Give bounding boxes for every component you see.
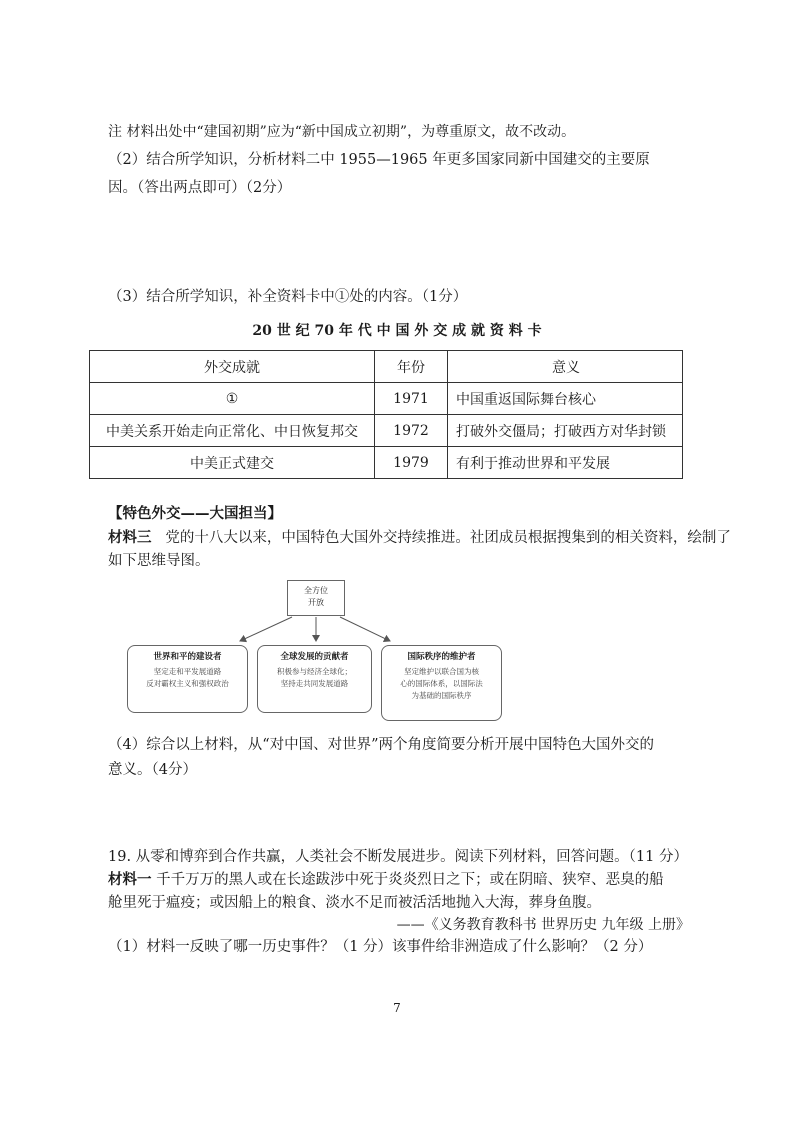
table-cell: 打破外交僵局；打破西方对华封锁 — [448, 415, 683, 447]
mindmap-node-desc: 坚定维护以联合国为核 — [404, 667, 479, 676]
table-header-cell: 年份 — [375, 351, 448, 383]
table-header-row — [90, 351, 683, 383]
material-1-line2: 舱里死于瘟疫；或因船上的粮食、淡水不足而被活活地抛入大海，葬身鱼腹。 — [108, 895, 601, 911]
mindmap-node-desc: 坚定走和平发展道路 — [153, 667, 222, 676]
material-3-line1 — [108, 527, 731, 549]
mindmap-root-line: 开放 — [308, 598, 324, 607]
table-row — [90, 383, 683, 415]
mindmap-node-peace — [127, 645, 248, 713]
table-row — [90, 447, 683, 479]
material-3-label: 材料三 — [108, 529, 152, 546]
material-1-label: 材料一 — [108, 871, 152, 888]
mindmap-node-desc: 为基础的国际秩序 — [411, 691, 472, 700]
mindmap-node-title: 全球发展的贡献者 — [280, 652, 349, 662]
material-1-line1 — [108, 869, 664, 891]
achievement-card-table — [89, 350, 683, 479]
mindmap-root — [287, 580, 345, 616]
mindmap-node-title: 国际秩序的维护者 — [407, 652, 476, 662]
table-cell: 中国重返国际舞台核心 — [448, 383, 683, 415]
table-cell: 有利于推动世界和平发展 — [448, 447, 683, 479]
question-2-line2: 因。（答出两点即可）（2分） — [108, 180, 292, 196]
table-cell: 1979 — [375, 447, 448, 479]
material-1-source: ——《义务教育教科书 世界历史 九年级 上册》 — [396, 917, 690, 933]
mindmap-node-order — [381, 645, 502, 721]
table-cell: ① — [90, 383, 375, 415]
question-19-intro: 19. 从零和博弈到合作共赢，人类社会不断发展进步。阅读下列材料，回答问题。（11 分） — [108, 849, 688, 865]
question-2-line1: （2）结合所学知识，分析材料二中 1955—1965 年更多国家同新中国建交的主要原 — [108, 152, 650, 168]
table-row — [90, 415, 683, 447]
material-1-text: 千千万万的黑人或在长途跋涉中死于炎炎烈日之下；或在阴暗、狭窄、恶臭的船 — [156, 872, 664, 888]
mindmap-node-desc: 坚持走共同发展道路 — [280, 679, 349, 688]
question-4-line1: （4）综合以上材料，从“对中国、对世界”两个角度简要分析开展中国特色大国外交的 — [108, 737, 655, 753]
mindmap-root-line: 全方位 — [304, 586, 328, 595]
question-4-line2: 意义。（4分） — [108, 762, 197, 778]
table-cell: 1972 — [375, 415, 448, 447]
mindmap-node-development — [257, 645, 372, 713]
table-cell: 中美正式建交 — [90, 447, 375, 479]
question-19-sub1: （1）材料一反映了哪一历史事件？（1 分）该事件给非洲造成了什么影响？（2 分） — [108, 939, 653, 955]
mindmap-node-desc: 心的国际体系，以国际法 — [400, 679, 483, 688]
table-header-cell: 外交成就 — [90, 351, 375, 383]
section-heading: 【特色外交——大国担当】 — [108, 506, 282, 522]
table-cell: 中美关系开始走向正常化、中日恢复邦交 — [90, 415, 375, 447]
table-header-cell: 意义 — [448, 351, 683, 383]
mindmap-node-title: 世界和平的建设者 — [153, 652, 222, 662]
mindmap-node-desc: 反对霸权主义和强权政治 — [146, 679, 229, 688]
question-3: （3）结合所学知识，补全资料卡中①处的内容。（1分） — [108, 289, 468, 305]
card-title: 20 世 纪 70 年 代 中 国 外 交 成 就 资 料 卡 — [252, 323, 542, 339]
table-cell: 1971 — [375, 383, 448, 415]
mindmap-node-desc: 积极参与经济全球化； — [277, 667, 352, 676]
material-3-line2: 如下思维导图。 — [108, 553, 210, 569]
page-number: 7 — [393, 1001, 401, 1015]
material-3-text: 党的十八大以来，中国特色大国外交持续推进。社团成员根据搜集到的相关资料，绘制了 — [165, 530, 731, 546]
note-text: 注 材料出处中“建国初期”应为“新中国成立初期”，为尊重原文，故不改动。 — [108, 124, 576, 140]
